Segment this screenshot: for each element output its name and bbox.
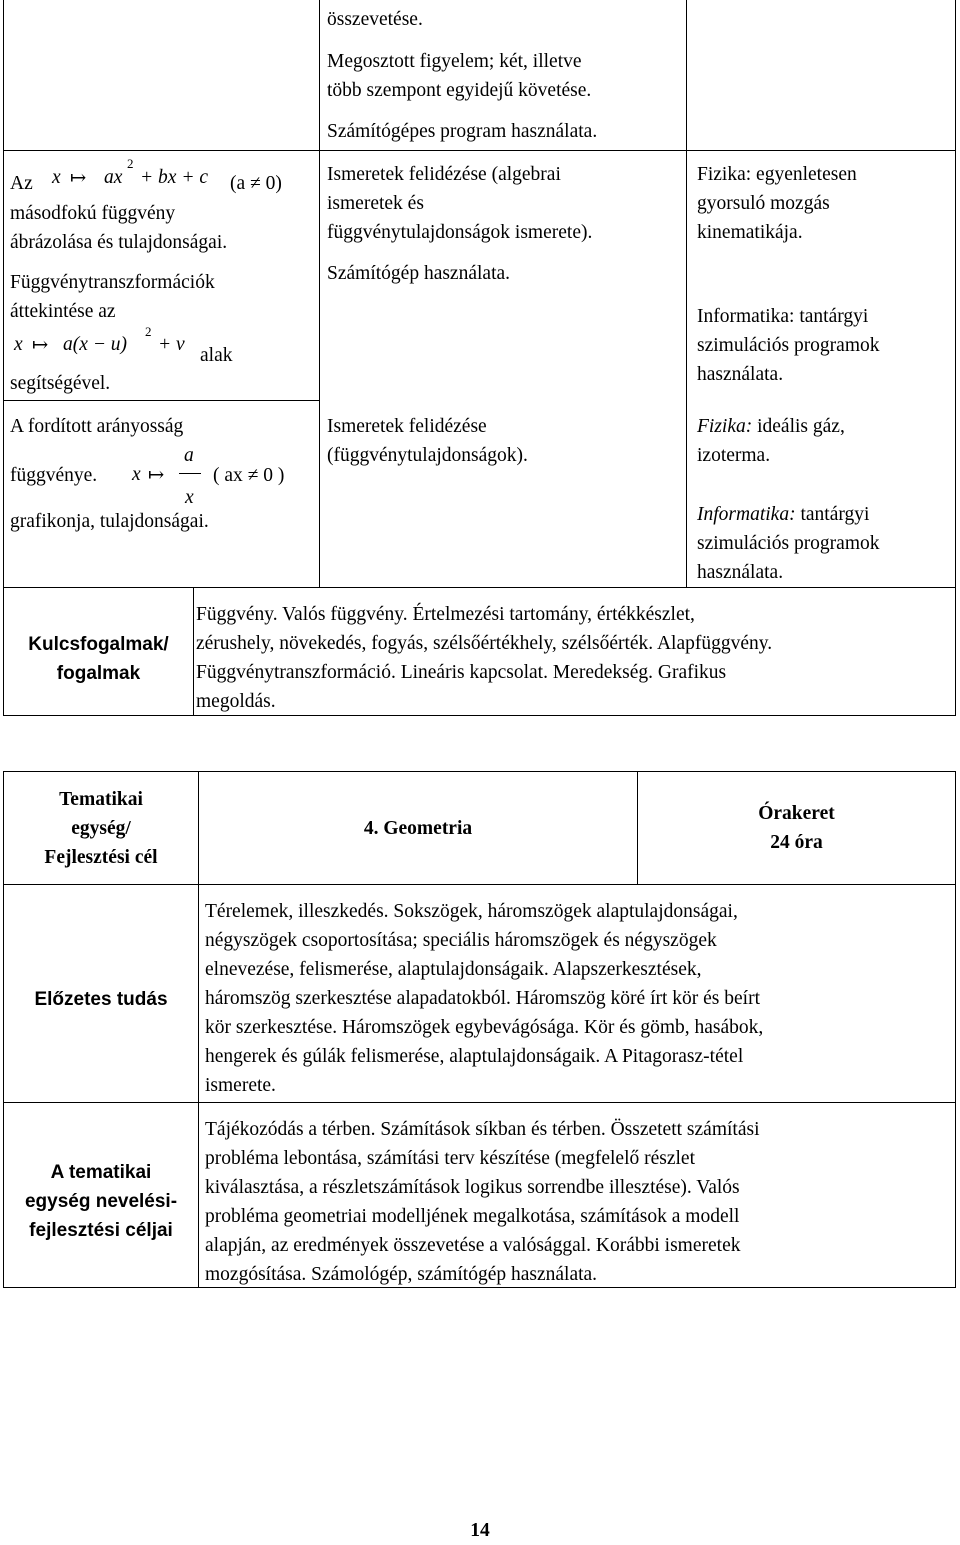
topic-text: függvénye.: [10, 465, 98, 486]
table-border: [955, 771, 956, 1288]
prior-knowledge-text: háromszög szerkesztése alapadatokból. Háromszög köré írt kör és beírt: [205, 988, 761, 1009]
table-border: [193, 587, 194, 716]
topic-text: segítségével.: [10, 373, 111, 394]
fraction-numerator: a: [184, 445, 194, 466]
subject-name: Fizika:: [697, 416, 753, 437]
table-border: [3, 1102, 956, 1103]
goals-text: kiválasztása, a részletszámítások logikus sorrendbe illesztése). Valós: [205, 1177, 740, 1198]
activity-text: ismeretek és: [327, 193, 424, 214]
unit-label: Fejlesztési cél: [44, 847, 158, 868]
table-border: [3, 771, 956, 772]
formula-var: x: [132, 464, 141, 485]
activity-text: több szempont egyidejű követése.: [327, 80, 592, 101]
table-border: [686, 0, 687, 587]
activity-text: (függvénytulajdonságok).: [327, 445, 528, 466]
prior-knowledge-text: Térelemek, illeszkedés. Sokszögek, háromszögek alaptulajdonságai,: [205, 901, 738, 922]
link-text: szimulációs programok: [697, 335, 880, 356]
topic-text: Függvénytranszformációk: [10, 272, 215, 293]
link-text: Fizika: egyenletesen: [697, 164, 857, 185]
exponent: 2: [145, 324, 152, 339]
fraction-bar: [179, 473, 201, 474]
subject-name: Informatika:: [697, 504, 796, 525]
activity-text: Megosztott figyelem; két, illetve: [327, 51, 582, 72]
table-border: [3, 884, 956, 885]
link-text: izoterma.: [697, 445, 771, 466]
link-text: gyorsuló mozgás: [697, 193, 830, 214]
activity-text: Számítógépes program használata.: [327, 121, 598, 142]
formula-condition: (a ≠ 0): [230, 173, 282, 194]
table-border: [955, 0, 956, 716]
goals-text: probléma lebontása, számítási terv készítése (megfelelő részlet: [205, 1148, 696, 1169]
formula-term: + bx + c: [140, 167, 209, 188]
mapsto-symbol: ↦: [32, 333, 49, 356]
formula-term: a(x − u): [63, 334, 128, 355]
link-text: [697, 412, 845, 441]
goals-text: alapján, az eredmények összevetése a valósággal. Korábbi ismeretek: [205, 1235, 741, 1256]
link-text: [697, 500, 869, 529]
prior-knowledge-text: ismerete.: [205, 1075, 276, 1096]
link-detail: ideális gáz,: [752, 416, 845, 437]
key-concepts-text: Függvénytranszformáció. Lineáris kapcsolat. Meredekség. Grafikus: [196, 662, 727, 683]
table-border: [3, 0, 4, 716]
topic-text: A fordított arányosság: [10, 416, 184, 437]
prior-knowledge-text: kör szerkesztése. Háromszögek egybevágósága. Kör és gömb, hasábok,: [205, 1017, 764, 1038]
table-border: [319, 0, 320, 587]
link-text: kinematikája.: [697, 222, 803, 243]
activity-text: Ismeretek felidézése: [327, 416, 487, 437]
mapsto-symbol: ↦: [148, 463, 165, 486]
key-concepts-text: zérushely, növekedés, fogyás, szélsőértékhely, szélsőérték. Alapfüggvény.: [196, 633, 773, 654]
formula-condition: ( ax ≠ 0 ): [213, 465, 285, 486]
link-text: szimulációs programok: [697, 533, 880, 554]
topic-text: ábrázolása és tulajdonságai.: [10, 232, 228, 253]
key-concepts-label: fogalmak: [56, 663, 141, 684]
activity-text: Ismeretek felidézése (algebrai: [327, 164, 561, 185]
topic-text: áttekintése az: [10, 301, 116, 322]
table-border: [3, 150, 956, 151]
topic-text: másodfokú függvény: [10, 203, 176, 224]
topic-text: grafikonja, tulajdonságai.: [10, 511, 209, 532]
key-concepts-text: Függvény. Valós függvény. Értelmezési tartomány, értékkészlet,: [196, 604, 695, 625]
unit-label: Tematikai: [59, 789, 143, 810]
key-concepts-text: megoldás.: [196, 691, 276, 712]
goals-label: fejlesztési céljai: [29, 1220, 173, 1241]
hours-label: Órakeret: [758, 803, 835, 824]
unit-title: 4. Geometria: [363, 818, 473, 839]
unit-label: egység/: [71, 818, 131, 839]
prior-knowledge-text: hengerek és gúlák felismerése, alaptulajdonságaik. A Pitagorasz-tétel: [205, 1046, 744, 1067]
formula-term: + v: [158, 334, 185, 355]
link-detail: tantárgyi: [795, 504, 870, 525]
fraction-denominator: x: [185, 487, 194, 508]
prior-knowledge-text: elnevezése, felismerése, alaptulajdonságaik. Alapszerkesztések,: [205, 959, 702, 980]
formula-var: x: [52, 167, 61, 188]
activity-text: függvénytulajdonságok ismerete).: [327, 222, 593, 243]
topic-text: Az: [10, 173, 33, 194]
table-border: [3, 587, 956, 588]
goals-label: egység nevelési-: [24, 1191, 178, 1212]
page-number: 14: [470, 1520, 490, 1541]
formula-var: x: [14, 334, 23, 355]
activity-text: összevetése.: [327, 9, 423, 30]
prior-knowledge-text: négyszögek csoportosítása; speciális háromszögek és négyszögek: [205, 930, 717, 951]
table-border: [3, 400, 320, 401]
formula-term: ax: [104, 167, 123, 188]
link-text: használata.: [697, 562, 784, 583]
goals-text: mozgósítása. Számológép, számítógép használata.: [205, 1264, 598, 1285]
table-border: [3, 715, 956, 716]
link-text: használata.: [697, 364, 784, 385]
goals-text: probléma geometriai modelljének megalkotása, számítások a modell: [205, 1206, 740, 1227]
link-text: Informatika: tantárgyi: [697, 306, 869, 327]
hours-value: 24 óra: [770, 832, 823, 853]
exponent: 2: [127, 156, 134, 171]
mapsto-symbol: ↦: [70, 166, 87, 189]
key-concepts-label: Kulcsfogalmak/: [28, 634, 169, 655]
goals-label: A tematikai: [50, 1162, 152, 1183]
prior-knowledge-label: Előzetes tudás: [34, 989, 168, 1010]
activity-text: Számítógép használata.: [327, 263, 511, 284]
table-border: [198, 771, 199, 1288]
goals-text: Tájékozódás a térben. Számítások síkban és térben. Összetett számítási: [205, 1119, 760, 1140]
topic-text: alak: [200, 345, 233, 366]
